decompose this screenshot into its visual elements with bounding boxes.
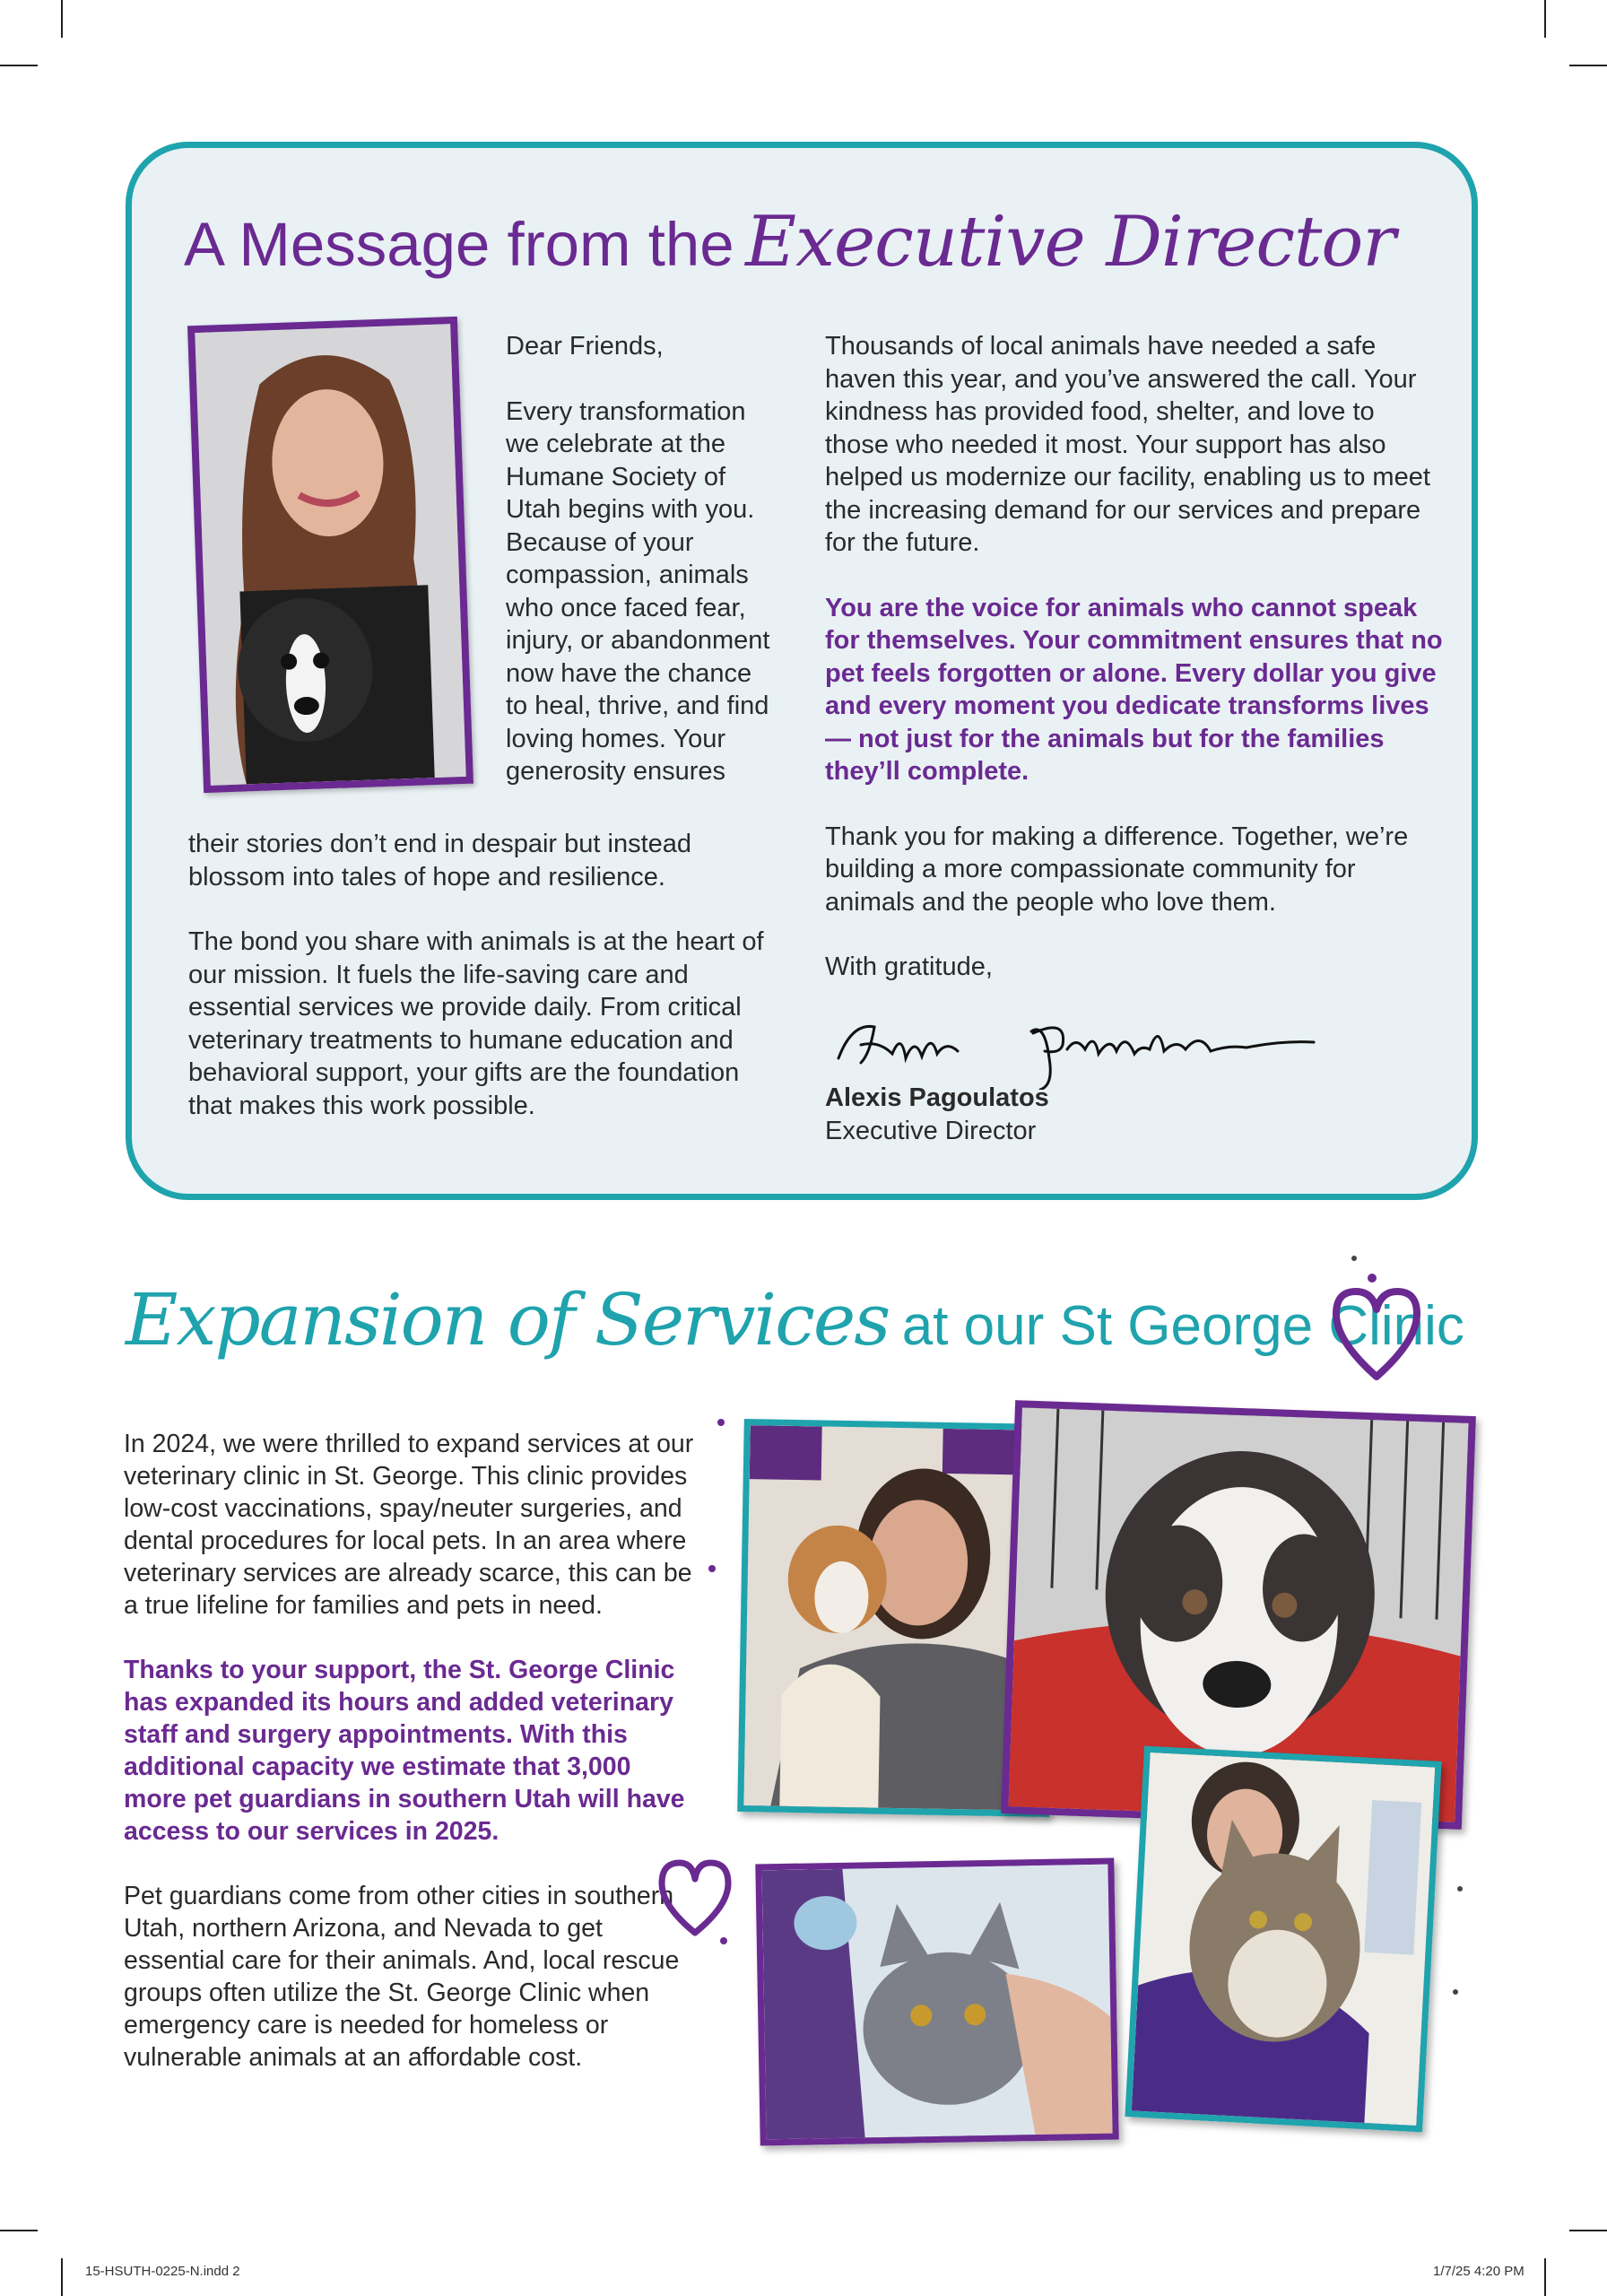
print-slug-datetime: 1/7/25 4:20 PM xyxy=(1433,2264,1524,2279)
heart-icon xyxy=(655,1852,735,1942)
signer-title: Executive Director xyxy=(825,1117,1037,1145)
crop-mark xyxy=(1569,65,1607,66)
expansion-paragraph-1: In 2024, we were thrilled to expand services at our veterinary clinic in St. George. This clinic provides low-cost vaccinations, spay/neuter surgeries, and dental procedures for local pets. In an area where veterinary services are already scarce, this can be a true lifeline for families and pets in need. xyxy=(124,1430,694,1620)
signer-name: Alexis Pagoulatos xyxy=(825,1083,1049,1112)
message-column-left-bottom xyxy=(188,828,780,1122)
message-paragraph-5: Thank you for making a difference. Together, we’re building a more compassionate community for animals and the people who love them. xyxy=(825,822,1409,917)
message-paragraph-1: Every transformation we celebrate at the Humane Society of Utah begins with you. Because of your compassion, animals who once faced fear, injury, or abandonment now have the chance to heal, thrive, and find loving homes. Your generosity ensures xyxy=(506,396,770,786)
decorative-dot xyxy=(1457,1886,1463,1892)
crop-mark xyxy=(0,65,38,66)
expansion-paragraph-highlight: Thanks to your support, the St. George Clinic has expanded its hours and added veterinary staff and surgery appointments. With this additional capacity we estimate that 3,000 more pet guardians in southern Utah will have access to our services in 2025. xyxy=(124,1656,685,1846)
expansion-title-part1: Expansion of Services xyxy=(126,1278,890,1361)
message-paragraph-1-continued: their stories don’t end in despair but instead blossom into tales of hope and resilience. xyxy=(188,830,692,891)
crop-mark xyxy=(61,2258,63,2296)
handwritten-signature xyxy=(825,1004,1327,1090)
print-slug-filename: 15-HSUTH-0225-N.indd 2 xyxy=(85,2264,240,2279)
heart-icon xyxy=(1327,1251,1426,1386)
decorative-dot xyxy=(708,1565,716,1572)
message-column-left-top xyxy=(506,330,775,788)
decorative-dot xyxy=(717,1419,725,1426)
message-greeting: Dear Friends, xyxy=(506,332,664,361)
decorative-dot xyxy=(720,1937,727,1944)
message-paragraph-3: Thousands of local animals have needed a safe haven this year, and you’ve answered the call. Your kindness has provided food, shelter, and love to those who needed it most. Your support has also helped us modernize our facility, enabling us to meet the increasing demand for our services and prepare for the future. xyxy=(825,332,1430,557)
message-title-part2: Executive Director xyxy=(745,202,1395,283)
expansion-title xyxy=(126,1278,1464,1377)
photo-woman-with-cat xyxy=(1125,1746,1441,2133)
message-paragraph-2: The bond you share with animals is at the heart of our mission. It fuels the life-saving care and essential services we provide daily. From critical veterinary treatments to humane education and behavioral support, your gifts are the foundation that makes this work possible. xyxy=(188,927,764,1120)
expansion-text xyxy=(124,1428,698,2074)
crop-mark xyxy=(1569,2230,1607,2231)
message-title-part1: A Message from the xyxy=(184,210,734,279)
crop-mark xyxy=(0,2230,38,2231)
decorative-dot xyxy=(1453,1989,1458,1995)
message-column-right xyxy=(825,330,1444,984)
expansion-title-part2: at our St George Clinic xyxy=(901,1295,1464,1357)
crop-mark xyxy=(1544,0,1546,38)
crop-mark xyxy=(61,0,63,38)
director-photo xyxy=(187,317,473,793)
message-paragraph-highlight: You are the voice for animals who cannot speak for themselves. Your commitment ensures that no pet feels forgotten or alone. Every dollar you give and every moment you dedicate transforms lives — not just for the animals but for the families they’ll complete. xyxy=(825,593,1443,786)
photo-grey-cat xyxy=(755,1858,1118,2146)
crop-mark xyxy=(1544,2258,1546,2296)
message-title xyxy=(184,202,1395,300)
expansion-paragraph-3: Pet guardians come from other cities in southern Utah, northern Arizona, and Nevada to get essential care for their animals. And, local rescue groups often utilize the St. George Clinic when emergency care is needed for homeless or vulnerable animals at an affordable cost. xyxy=(124,1882,680,2072)
message-closing: With gratitude, xyxy=(825,952,993,981)
